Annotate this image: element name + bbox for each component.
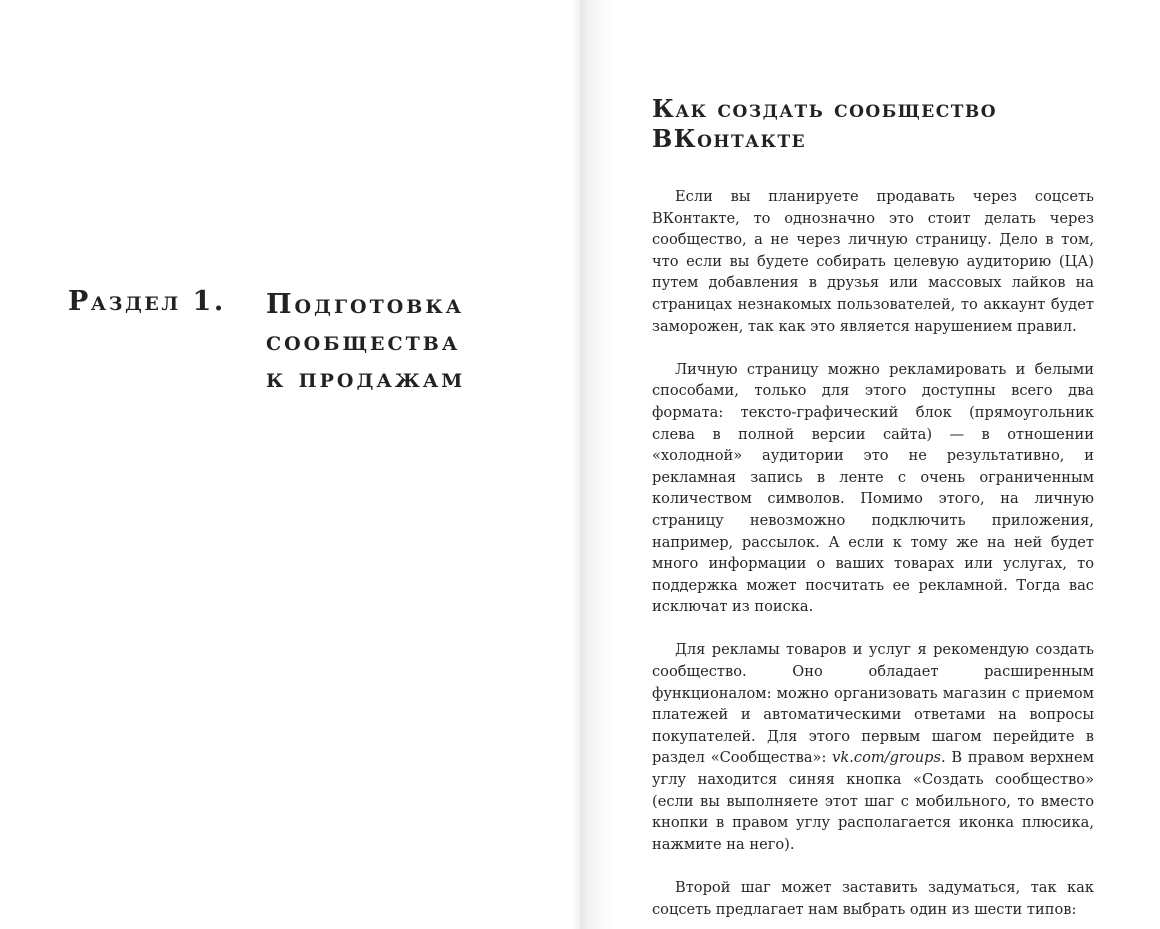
body-text (652, 186, 1094, 929)
right-page (580, 0, 1160, 929)
section-title-line: Подготовка (266, 289, 465, 320)
paragraph: Если вы планируете продавать через соцсеть ВКонтакте, то однозначно это стоит делать через сообщество, а не через личную страницу. Дело в том, что если вы будете собирать целевую аудиторию (ЦА) путем добавления в друзья или массовых лайков на страницах незнакомых пользователей, то аккаунт будет заморожен, так как это является нарушением правил. (652, 188, 1094, 335)
section-title (266, 286, 526, 397)
section-title-line: к продажам (266, 363, 466, 394)
paragraph-text: Для рекламы товаров и услуг я рекомендую создать сообщество. Оно обладает расширенным функционалом: можно организовать магазин с приемом платежей и автоматическими ответами на вопросы покупателей. Для этого первым шагом перейдите в раздел «Сообщества»: (652, 641, 1094, 767)
paragraph: Личную страницу можно рекламировать и белыми способами, только для этого доступны всего два формата: тексто-графический блок (прямоугольник слева в полной версии сайта) — в отношении «холодной» аудитории это не результативно, и рекламная запись в ленте с очень ограниченным количеством символов. Помимо этого, на личную страницу невозможно подключить приложения, например, рассылок. А если к тому же на ней будет много информации о ваших товарах или услугах, то поддержка может посчитать ее рекламной. Тогда вас исключат из поиска. (652, 360, 1094, 616)
chapter-title: Как создать сообщество ВКонтакте (652, 94, 998, 154)
paragraph: Второй шаг может заставить задуматься, так как соцсеть предлагает нам выбрать один из шести типов: (652, 879, 1094, 918)
section-title-line: сообщества (266, 326, 461, 357)
groups-link: vk.com/groups. (832, 749, 946, 767)
paragraph-text: В правом верхнем углу находится синяя кнопка «Создать сообщество» (если вы выполняете этот шаг с мобильного, то вместо кнопки в правом углу располагается иконка плюсика, нажмите на него). (652, 749, 1094, 853)
paragraph (652, 639, 1094, 855)
section-label: Раздел 1. (68, 286, 226, 317)
